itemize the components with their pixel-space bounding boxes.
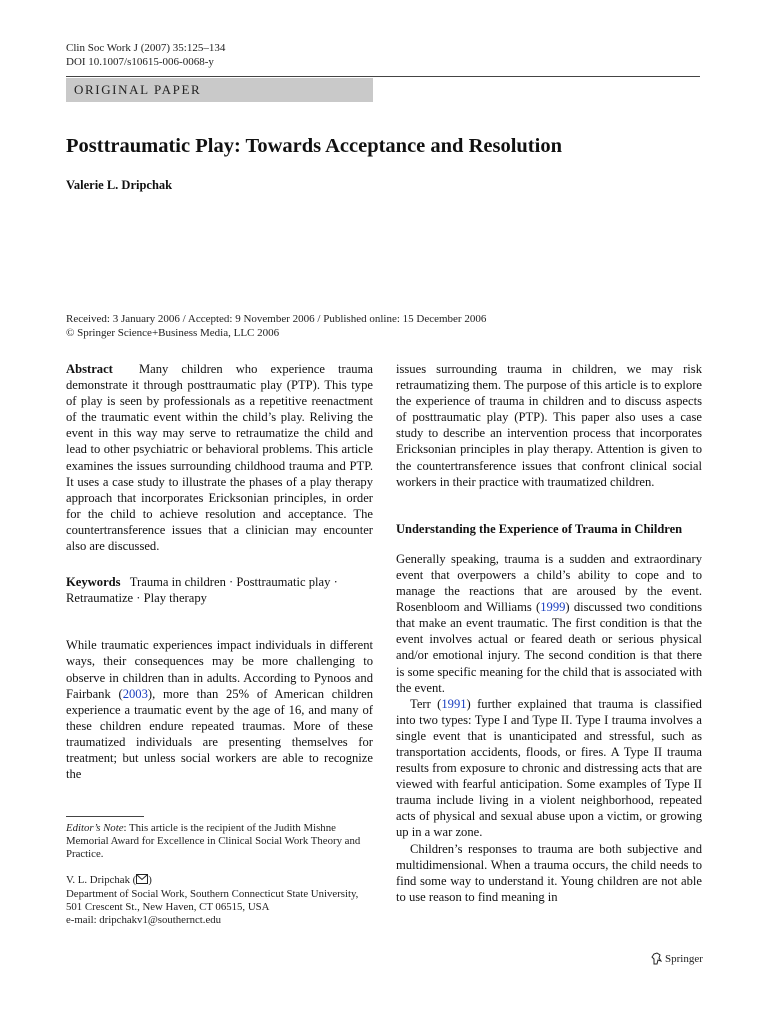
journal-header	[66, 41, 225, 69]
history-dates: Received: 3 January 2006 / Accepted: 9 November 2006 / Published online: 15 December 2006	[66, 313, 487, 325]
keywords	[66, 574, 373, 606]
abstract-label: Abstract	[66, 362, 113, 376]
publisher-logo	[651, 952, 703, 965]
intro-continued: issues surrounding trauma in children, we may risk retraumatizing them. The purpose of this article is to explore the experience of trauma in children and to discuss aspects of posttraumatic play (PTP). This paper also uses a case study to describe an intervention process that incorporates Ericksonian principles in play therapy. Attention is given to the countertransference issues that confront clinical social workers in their practice with traumatized children.	[396, 362, 702, 489]
publisher-name: Springer	[665, 952, 703, 965]
author-name: Valerie L. Dripchak	[66, 178, 173, 192]
keywords-text: Trauma in children · Posttraumatic play · Retraumatize · Play therapy	[66, 575, 338, 606]
publication-dates	[66, 312, 486, 340]
keywords-label: Keywords	[66, 575, 121, 590]
article-title: Posttraumatic Play: Towards Acceptance and Resolution	[66, 135, 562, 157]
header-rule	[66, 76, 700, 77]
citation-link[interactable]: 1999	[540, 600, 566, 615]
author-affiliation	[66, 874, 376, 927]
intro-paragraph: While traumatic experiences impact individuals in different ways, their consequences may be more challenging to observe in children than in adults. According to Pynoos and Fairbank (2003), more than 25% of American children experience a traumatic event by the age of 16, and many of these children endure repeated traumas. More of these traumatized individuals are presenting themselves for treatment; but unless social workers are able to recognize the	[66, 638, 373, 782]
springer-horse-icon	[651, 952, 662, 965]
editors-note: Editor’s Note: This article is the recipient of the Judith Mishne Memorial Award for Excellence in Clinical Social Work Theory and Practice.	[66, 822, 361, 860]
citation-link[interactable]: 2003	[122, 686, 148, 701]
author-email[interactable]: e-mail: dripchakv1@southernct.edu	[66, 913, 222, 926]
left-column	[66, 361, 373, 782]
right-column	[396, 361, 702, 905]
trauma-paragraph: Generally speaking, trauma is a sudden and extraordinary event that overpowers a child’s ability to cope and to manage the reactions that are aroused by the event. Rosenbloom and Williams (1999) discussed two conditions that make an event traumatic. The first condition is that the event involves actual or feared death or serious physical and/or emotional injury. The second condition is that there is some specific meaning for the child that is associated with the event.	[396, 551, 702, 695]
doi: DOI 10.1007/s10615-006-0068-y	[66, 56, 214, 68]
article-type-banner: ORIGINAL PAPER	[66, 78, 373, 102]
types-paragraph: Terr (1991) further explained that trauma is classified into two types: Type I and Type II. Type I trauma involves a single event that is unanticipated and stressful, such as transportation accidents, floods, or fires. A Type II trauma results from exposure to chronic and distressing acts that are viewed with fearful anticipation. Some examples of Type II trauma include living in a violent neighborhood, repeated acts of physical and sexual abuse upon a victim, or growing up in a war zone.	[396, 696, 702, 840]
abstract	[66, 361, 373, 554]
section-heading: Understanding the Experience of Trauma in Children	[396, 521, 683, 536]
journal-citation: Clin Soc Work J (2007) 35:125–134	[66, 42, 226, 54]
footnote-rule	[66, 816, 144, 817]
responses-paragraph: Children’s responses to trauma are both subjective and multidimensional. When a trauma occurs, the child needs to find some way to understand it. Young children are not able to use reason to find meaning in	[396, 841, 702, 904]
corresponding-author: V. L. Dripchak ( )	[66, 874, 152, 886]
envelope-icon[interactable]	[136, 874, 148, 888]
editors-note-label: Editor’s Note	[66, 822, 124, 834]
department-address: Department of Social Work, Southern Connecticut State University, 501 Crescent St., New Haven, CT 06515, USA	[66, 887, 359, 913]
citation-link[interactable]: 1991	[441, 696, 467, 711]
abstract-text: Many children who experience trauma demonstrate it through posttraumatic play (PTP). This type of play is seen by professionals as a repetitive reenactment of the traumatic event within the child’s play. Reliving the event in this way may serve to retraumatize the child and lead to other psychiatric or behavioral problems. This article examines the issues surrounding childhood trauma and PTP. It uses a case study to illustrate the phases of a play therapy approach that incorporates Ericksonian principles, in order for the child to achieve resolution and acceptance. The countertransference issues that a clinician may encounter also are discussed.	[66, 362, 373, 554]
copyright-line: © Springer Science+Business Media, LLC 2006	[66, 327, 280, 339]
